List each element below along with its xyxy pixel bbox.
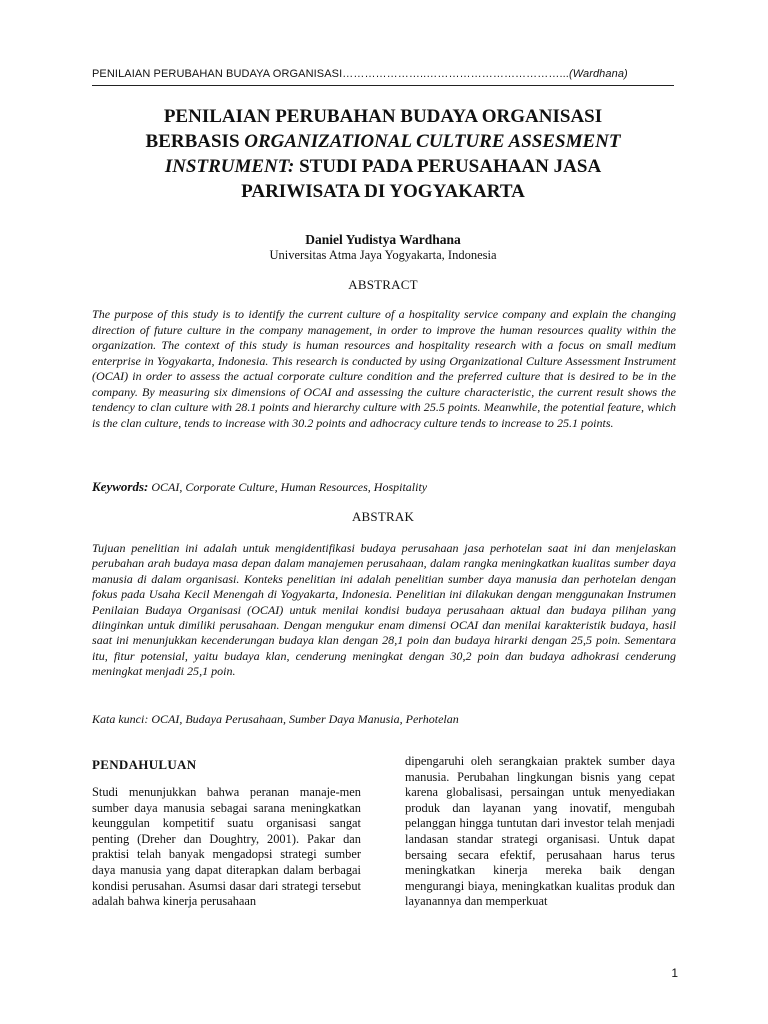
paper-title [92,104,674,204]
abstract-heading: ABSTRACT [348,277,418,292]
abstrak-text: Tujuan penelitian ini adalah untuk mengidentifikasi budaya perusahaan jasa perhotelan saat ini dan menjelaskan perubahan arah budaya masa depan dalam manajemen perusahaan, dalam rangka meningkatkan kualitas sumber daya manusia di dalam organisasi. Konteks penelitian ini adalah penelitian sumber daya manusia dan perhotelan dengan fokus pada Usaha Kecil Menengah di Yogyakarta, Indonesia. Penelitian ini dilakukan dengan menggunakan Instrumen Penilaian Budaya Organisasi (OCAI) untuk menilai kondisi budaya perusahaan aktual dan budaya pilihan yang diinginkan untuk dimiliki perusahaan. Dengan mengukur enam dimensi OCAI dan menilai karakteristik budaya, hasil saat ini menunjukkan kecenderungan budaya klan dengan 28,1 poin dan budaya hirarki dengan 25,5 poin. Sementara itu, fitur potensial, yaitu budaya klan, cenderung meningkat dengan 30,2 poin dan budaya adhokrasi cenderung meningkat menjadi 25,1 poin. [92,541,676,679]
title-line-2-italic: ORGANIZATIONAL CULTURE ASSESMENT [244,131,621,152]
keywords [92,479,674,495]
title-line-2-upright: BERBASIS [145,131,240,152]
title-line-3 [92,154,674,179]
title-line-1: PENILAIAN PERUBAHAN BUDAYA ORGANISASI [163,106,603,127]
intro-right-column: dipengaruhi oleh serangkaian praktek sumber daya manusia. Perubahan lingkungan bisnis yang cepat karena globalisasi, persaingan untuk menyediakan produk dan layanan yang inovatif, mengubah pelanggan hingga tuntutan dari investor telah menjadi landasan standar strategi organisasi. Untuk dapat bersaing secara efektif, perusahaan harus terus meningkatkan kinerja mereka baik dengan mengurangi biaya, meningkatkan kualitas produk dan layanannya dan memperkuat [405,754,675,909]
title-line-4: PARIWISATA DI YOGYAKARTA [241,181,525,202]
running-header-author: (Wardhana) [568,68,628,80]
running-header [92,68,674,80]
header-rule [92,85,674,86]
running-header-title: PENILAIAN PERUBAHAN BUDAYA ORGANISASI…………………..………………………………... [92,68,569,80]
title-line-3-italic: INSTRUMENT: [164,156,295,177]
page-number: 1 [671,966,678,980]
kata-kunci: Kata kunci: OCAI, Budaya Perusahaan, Sumber Daya Manusia, Perhotelan [92,712,459,726]
keywords-label: Keywords: [92,479,149,494]
intro-left-column: Studi menunjukkan bahwa peranan manaje-men sumber daya manusia sebagai sarana meningkatkan keunggulan kompetitif suatu organisasi sangat penting (Dreher dan Doughtry, 2001). Pakar dan praktisi telah banyak mengadopsi strategi sumber daya manusia yang dapat diterapkan dalam berbagai kondisi perusahan. Asumsi dasar dari strategi tersebut adalah bahwa kinerja perusahaan [92,785,361,909]
intro-heading: PENDAHULUAN [92,757,197,772]
title-line-3-upright: STUDI PADA PERUSAHAAN JASA [299,156,602,177]
abstrak-heading: ABSTRAK [351,509,415,524]
author-affiliation: Universitas Atma Jaya Yogyakarta, Indonesia [269,248,497,262]
title-line-2 [92,129,674,154]
keywords-text: OCAI, Corporate Culture, Human Resources, Hospitality [151,480,428,494]
abstract-text: The purpose of this study is to identify the current culture of a hospitality service company and explain the changing direction of future culture in the company management, in order to improve the human resources quality within the organization. The context of this study is human resources and hospitality research with a focus on small medium enterprise in Yogyakarta, Indonesia. This research is conducted by using Organizational Culture Assessment Instrument (OCAI) in order to assess the actual corporate culture condition and the preferred culture that is desired to be in the company. By measuring six dimensions of OCAI and assessing the culture characteristic, the current result shows the tendency to clan culture with 28.1 points and hierarchy culture with 25.5 points. Meanwhile, the potential feature, which is the clan culture, tends to increase with 30.2 points and adhocracy culture tends to increase to 25.1 points. [92,307,676,430]
author-name: Daniel Yudistya Wardhana [305,232,461,247]
